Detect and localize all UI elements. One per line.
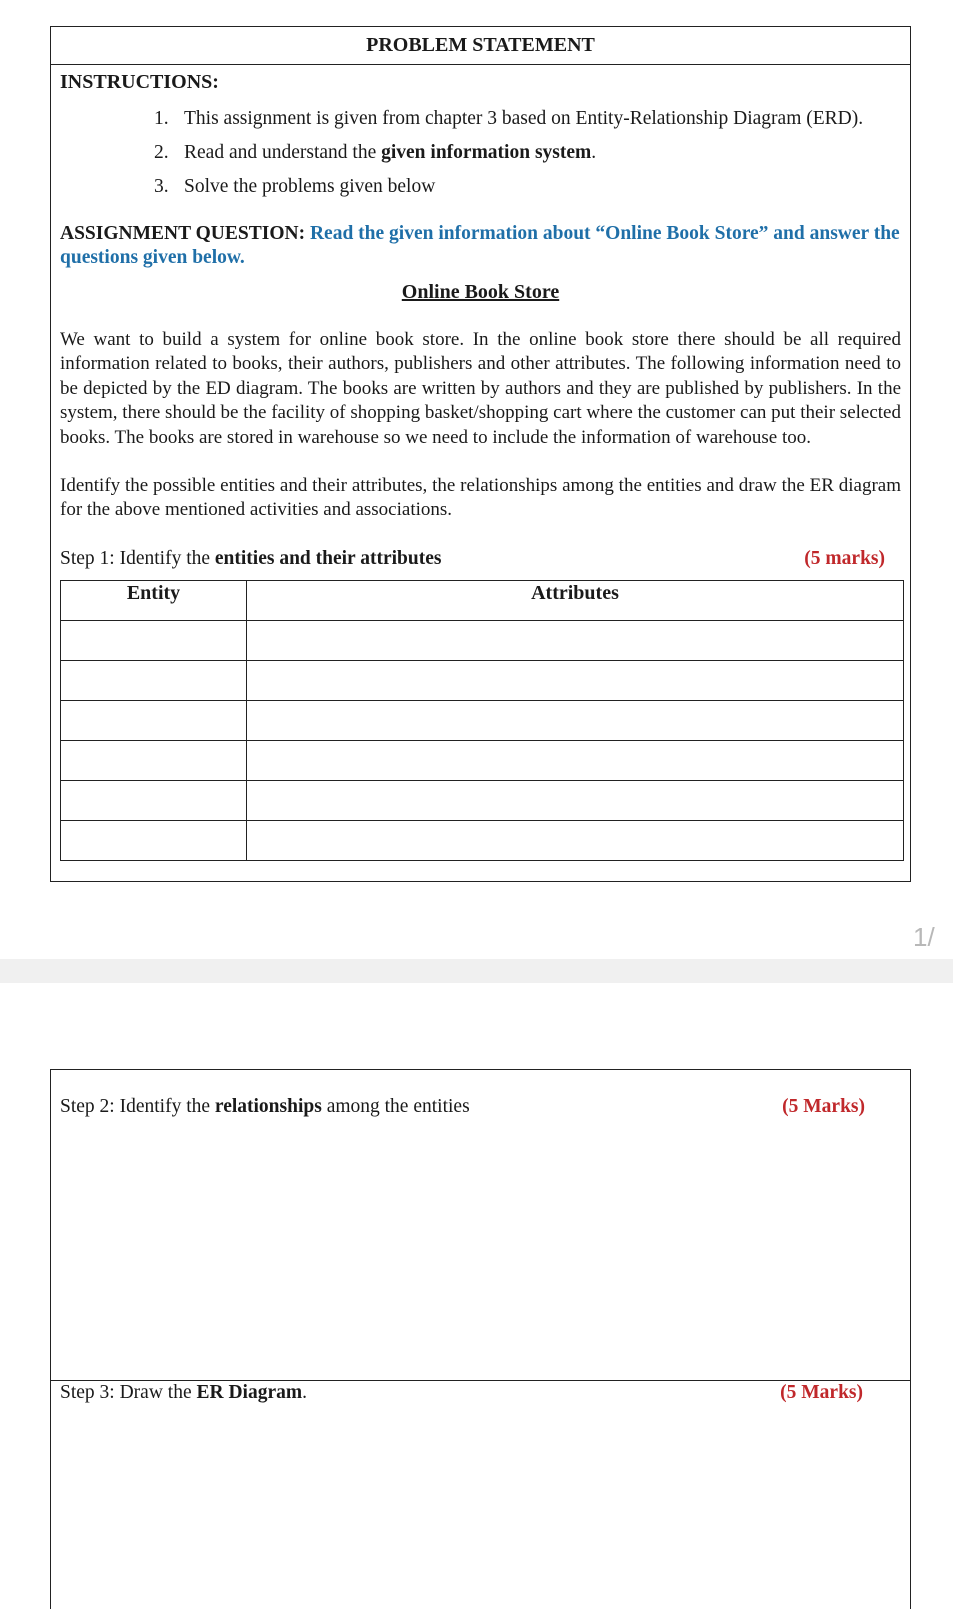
step2-marks: (5 Marks) xyxy=(782,1096,865,1117)
attributes-cell[interactable] xyxy=(247,620,904,660)
list-item-text: Read and understand the given information system. xyxy=(184,142,597,163)
list-item xyxy=(154,143,901,177)
assignment-label: ASSIGNMENT QUESTION: xyxy=(60,223,306,244)
section-title: Online Book Store xyxy=(401,281,560,303)
page-content xyxy=(51,71,910,861)
table-row xyxy=(61,740,904,780)
column-header-entity: Entity xyxy=(61,580,247,620)
assignment-question xyxy=(60,222,901,270)
list-item-number: 1. xyxy=(154,108,169,129)
step3-label: Step 3: Draw the ER Diagram. xyxy=(60,1382,307,1403)
table-row xyxy=(61,620,904,660)
step2-heading xyxy=(60,1095,865,1119)
entity-cell[interactable] xyxy=(61,620,247,660)
table-row xyxy=(61,820,904,860)
task-paragraph: Identify the possible entities and their attributes, the relationships among the entities and draw the ER diagram for the above mentioned activities and associations. xyxy=(60,475,901,521)
step1-heading xyxy=(60,547,901,571)
attributes-cell[interactable] xyxy=(247,700,904,740)
entity-cell[interactable] xyxy=(61,740,247,780)
step1-marks: (5 marks) xyxy=(804,547,885,569)
step3-section[interactable] xyxy=(51,1381,910,1405)
list-item-number: 3. xyxy=(154,176,169,197)
assignment-text: Read the given information about “Online Book Store” and answer the questions given below. xyxy=(60,223,900,268)
step2-section[interactable] xyxy=(51,1070,910,1381)
entity-attributes-table xyxy=(60,580,904,861)
answer-page xyxy=(50,1069,911,1609)
column-header-attributes: Attributes xyxy=(247,580,904,620)
attributes-cell[interactable] xyxy=(247,740,904,780)
table-row xyxy=(61,700,904,740)
list-item-text: This assignment is given from chapter 3 based on Entity-Relationship Diagram (ERD). xyxy=(184,108,864,129)
table-header-row xyxy=(61,580,904,620)
step1-label: Step 1: Identify the entities and their attributes xyxy=(60,547,442,569)
attributes-cell[interactable] xyxy=(247,660,904,700)
entity-cell[interactable] xyxy=(61,660,247,700)
list-item xyxy=(154,109,901,143)
table-row xyxy=(61,780,904,820)
step3-marks: (5 Marks) xyxy=(780,1382,863,1403)
entity-cell[interactable] xyxy=(61,780,247,820)
step3-heading xyxy=(60,1381,863,1405)
list-item-number: 2. xyxy=(154,142,169,163)
page-title: PROBLEM STATEMENT xyxy=(51,27,910,65)
instructions-list xyxy=(60,109,901,211)
entity-cell[interactable] xyxy=(61,820,247,860)
table-row xyxy=(61,660,904,700)
list-item xyxy=(154,177,901,211)
entity-cell[interactable] xyxy=(61,700,247,740)
step2-label: Step 2: Identify the relationships among the entities xyxy=(60,1096,470,1117)
list-item-text: Solve the problems given below xyxy=(184,176,436,197)
page-number: 1/ xyxy=(913,922,935,952)
attributes-cell[interactable] xyxy=(247,820,904,860)
page-separator xyxy=(0,959,953,983)
instructions-heading: INSTRUCTIONS: xyxy=(60,71,219,93)
description-paragraph: We want to build a system for online book store. In the online book store there should be all required information related to books, their authors, publishers and other attributes. The following information need to be depicted by the ED diagram. The books are written by authors and they are published by publishers. In the system, there should be the facility of shopping basket/shopping cart where the customer can put their selected books. The books are stored in warehouse so we need to include the information of warehouse too. xyxy=(60,329,901,448)
problem-statement-page xyxy=(50,26,911,882)
attributes-cell[interactable] xyxy=(247,780,904,820)
